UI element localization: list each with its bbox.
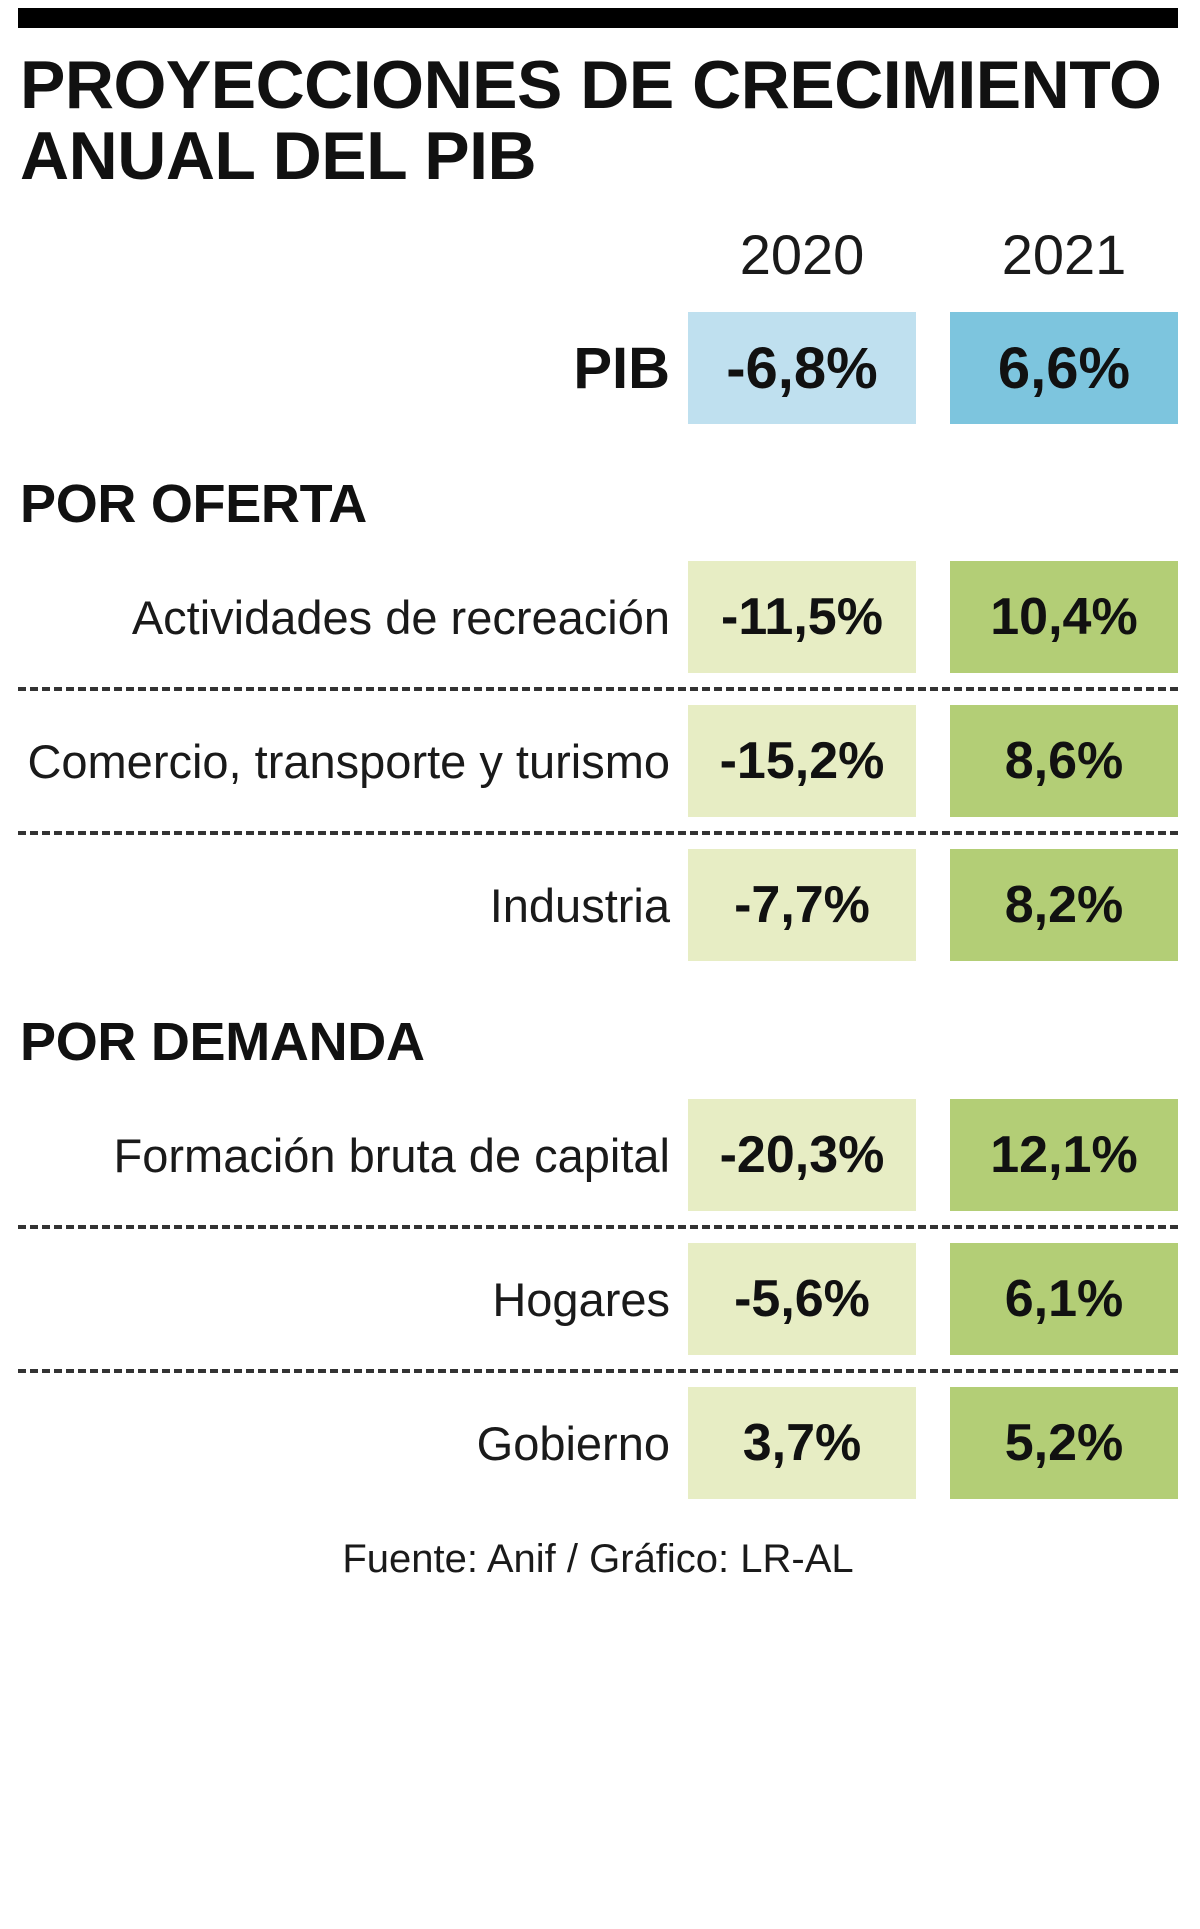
page-title: PROYECCIONES DE CRECIMIENTO ANUAL DEL PIB [20,47,1162,194]
table-row [18,1095,1178,1215]
table-row [18,845,1178,965]
column-header-row [18,209,1178,301]
data-grid [18,209,1178,1503]
column-header-2020 [688,209,916,301]
row-divider [18,687,1178,691]
top-rule [18,8,1178,28]
row-label-cell [18,1383,688,1503]
value-2020: -11,5% [688,561,916,673]
value-2020: -7,7% [688,849,916,961]
pib-value-2021: 6,6% [950,312,1178,424]
row-divider [18,831,1178,835]
row-divider [18,1225,1178,1229]
value-2021-cell [950,1239,1178,1359]
value-2021-cell [950,1383,1178,1503]
table-row [18,1383,1178,1503]
value-2020-cell [688,845,916,965]
value-2020-cell [688,1095,916,1215]
row-label: Hogares [492,1272,670,1326]
row-label-cell [18,557,688,677]
value-2021: 8,2% [950,849,1178,961]
row-label: Gobierno [476,1416,670,1470]
value-2021: 5,2% [950,1387,1178,1499]
row-label-cell [18,845,688,965]
table-row-pib [18,309,1178,427]
row-label: Formación bruta de capital [113,1128,670,1182]
value-2020-cell [688,701,916,821]
row-label: PIB [573,335,670,401]
value-2021-cell [950,1095,1178,1215]
table-row [18,1239,1178,1359]
row-label: Industria [489,878,670,932]
pib-label-cell [18,309,688,427]
value-2020: 3,7% [688,1387,916,1499]
pib-value-2020: -6,8% [688,312,916,424]
row-label-cell [18,1095,688,1215]
table-row [18,701,1178,821]
header-spacer [18,209,688,301]
value-2020-cell [688,1239,916,1359]
year-label-2021: 2021 [1001,223,1127,287]
row-label-cell [18,1239,688,1359]
row-label-cell [18,701,688,821]
column-header-2021 [950,209,1178,301]
value-2020-cell [688,1383,916,1503]
source-caption: Fuente: Anif / Gráfico: LR-AL [342,1537,854,1582]
year-label-2020: 2020 [739,223,865,287]
section-title-demanda: POR DEMANDA [20,1012,425,1073]
pib-value-2021-cell [950,309,1178,427]
value-2021-cell [950,845,1178,965]
value-2020: -20,3% [688,1099,916,1211]
value-2020: -5,6% [688,1243,916,1355]
value-2021-cell [950,557,1178,677]
row-label: Comercio, transporte y turismo [27,734,670,788]
value-2021: 12,1% [950,1099,1178,1211]
value-2020-cell [688,557,916,677]
row-label: Actividades de recreación [131,590,670,644]
pib-value-2020-cell [688,309,916,427]
value-2021-cell [950,701,1178,821]
value-2020: -15,2% [688,705,916,817]
value-2021: 8,6% [950,705,1178,817]
value-2021: 6,1% [950,1243,1178,1355]
section-title-oferta: POR OFERTA [20,474,367,535]
value-2021: 10,4% [950,561,1178,673]
row-divider [18,1369,1178,1373]
table-row [18,557,1178,677]
